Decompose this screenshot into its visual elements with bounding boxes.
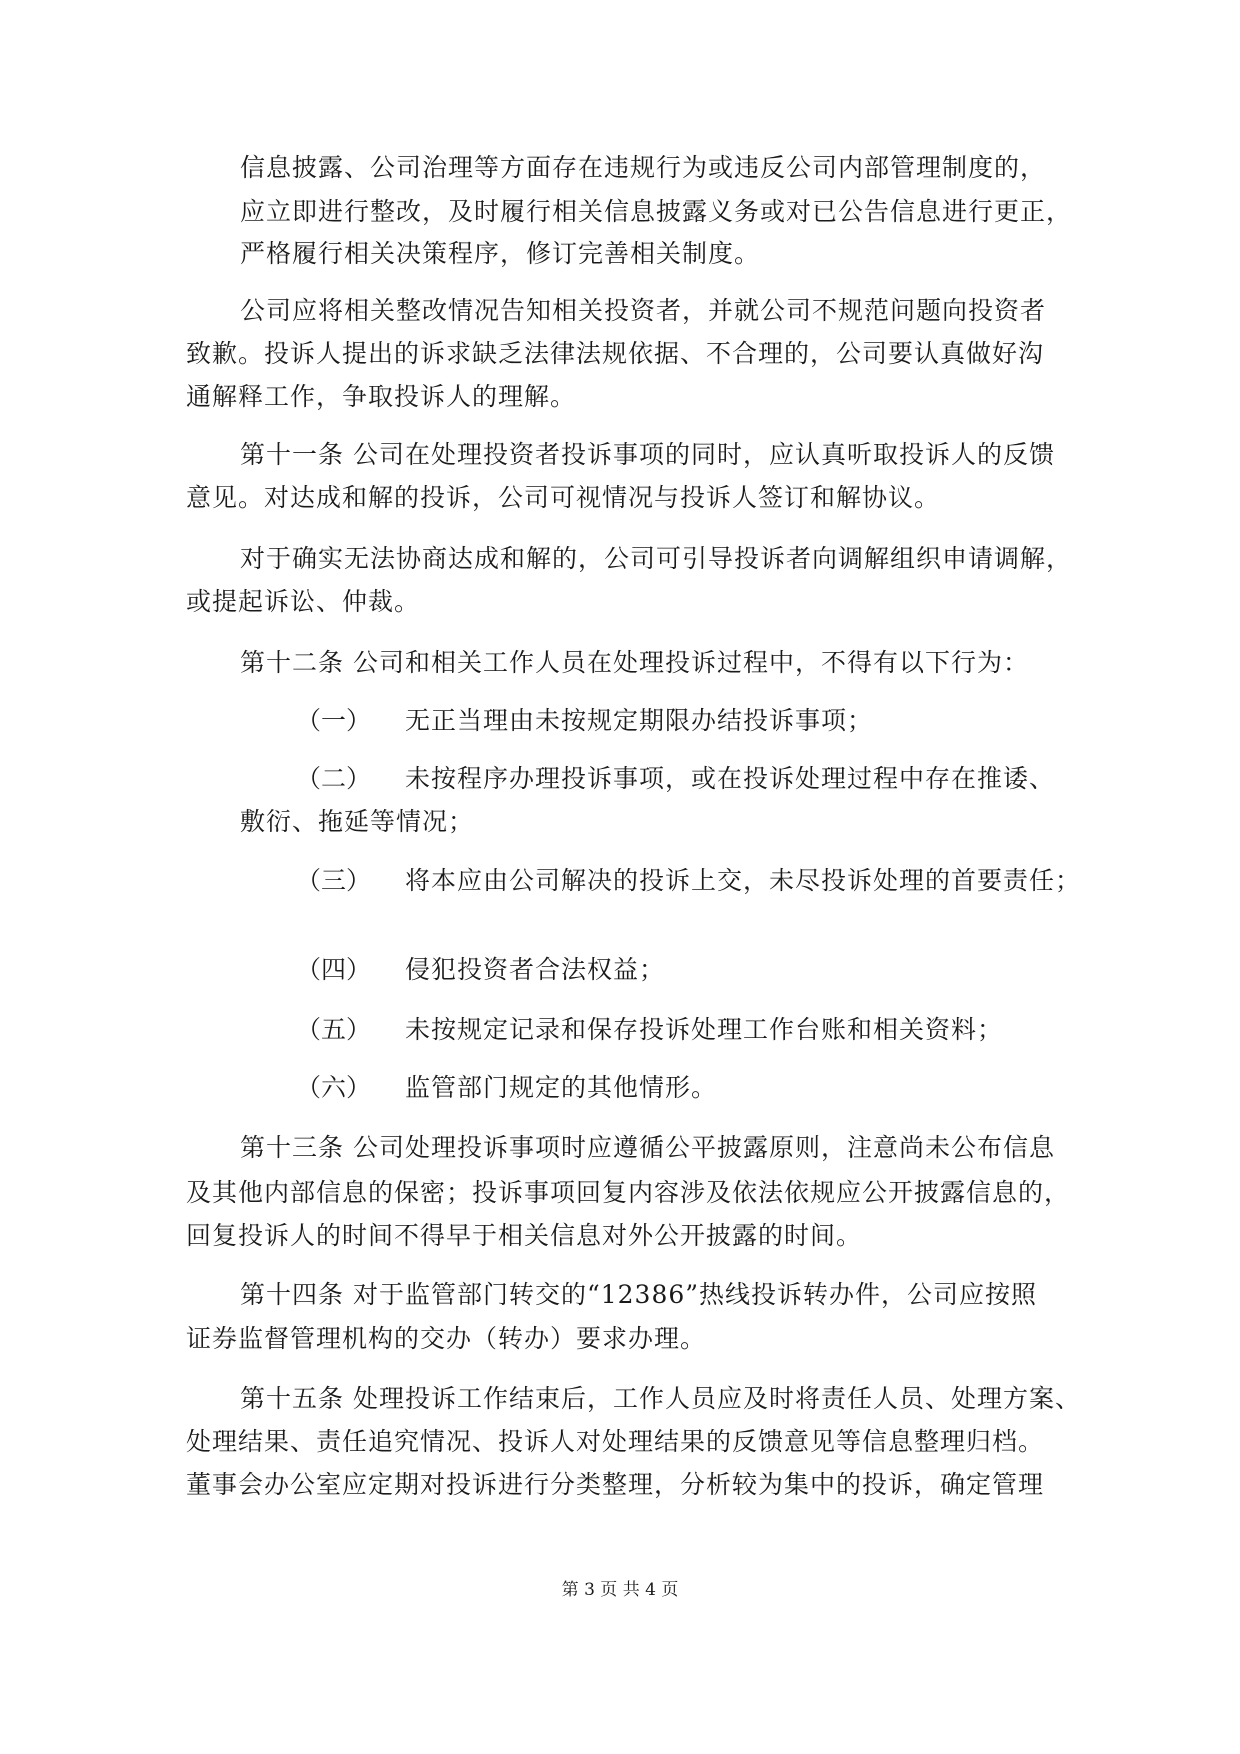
paragraph-line: 严格履行相关决策程序，修订完善相关制度。: [240, 239, 761, 268]
list-item-number: （六）: [296, 1073, 372, 1102]
article-13-line: 回复投诉人的时间不得早于相关信息对外公开披露的时间。: [186, 1221, 863, 1250]
article-15-line: 处理结果、责任追究情况、投诉人对处理结果的反馈意见等信息整理归档。: [186, 1427, 1045, 1456]
list-item-number: （五）: [296, 1015, 372, 1044]
list-item-number: （四）: [296, 955, 372, 984]
paragraph-line: 应立即进行整改，及时履行相关信息披露义务或对已公告信息进行更正，: [240, 197, 1073, 226]
article-12-line: 第十二条 公司和相关工作人员在处理投诉过程中，不得有以下行为：: [240, 648, 1029, 677]
list-item-text: 将本应由公司解决的投诉上交，未尽投诉处理的首要责任；: [405, 866, 1082, 895]
article-11-line: 意见。对达成和解的投诉，公司可视情况与投诉人签订和解协议。: [186, 483, 941, 512]
list-item-continuation: 敷衍、拖延等情况；: [240, 807, 475, 836]
paragraph-line: 信息披露、公司治理等方面存在违规行为或违反公司内部管理制度的，: [240, 153, 1047, 182]
article-15-line: 第十五条 处理投诉工作结束后，工作人员应及时将责任人员、处理方案、: [240, 1384, 1081, 1413]
list-item-number: （二）: [296, 764, 372, 793]
page-number: 第 3 页 共 4 页: [561, 1580, 679, 1600]
list-item-text: 侵犯投资者合法权益；: [405, 955, 666, 984]
article-15-line: 董事会办公室应定期对投诉进行分类整理，分析较为集中的投诉，确定管理: [186, 1470, 1045, 1499]
list-item-number: （一）: [296, 706, 372, 735]
paragraph-line: 致歉。投诉人提出的诉求缺乏法律法规依据、不合理的，公司要认真做好沟: [186, 339, 1045, 368]
paragraph-line: 对于确实无法协商达成和解的，公司可引导投诉者向调解组织申请调解，: [240, 544, 1073, 573]
article-14-line: 第十四条 对于监管部门转交的“12386”热线投诉转办件，公司应按照: [240, 1280, 1038, 1309]
paragraph-line: 通解释工作，争取投诉人的理解。: [186, 382, 577, 411]
article-11-line: 第十一条 公司在处理投资者投诉事项的同时，应认真听取投诉人的反馈: [240, 440, 1055, 469]
list-item-text: 未按规定记录和保存投诉处理工作台账和相关资料；: [405, 1015, 1004, 1044]
article-13-line: 及其他内部信息的保密；投诉事项回复内容涉及依法依规应公开披露信息的，: [186, 1178, 1071, 1207]
list-item-text: 无正当理由未按规定期限办结投诉事项；: [405, 706, 874, 735]
list-item-text: 监管部门规定的其他情形。: [405, 1073, 718, 1102]
paragraph-line: 公司应将相关整改情况告知相关投资者，并就公司不规范问题向投资者: [240, 296, 1047, 325]
paragraph-line: 或提起诉讼、仲裁。: [186, 587, 421, 616]
article-14-line: 证券监督管理机构的交办（转办）要求办理。: [186, 1324, 707, 1353]
article-13-line: 第十三条 公司处理投诉事项时应遵循公平披露原则，注意尚未公布信息: [240, 1133, 1055, 1162]
list-item-text: 未按程序办理投诉事项，或在投诉处理过程中存在推诿、: [405, 764, 1056, 793]
list-item-number: （三）: [296, 866, 372, 895]
